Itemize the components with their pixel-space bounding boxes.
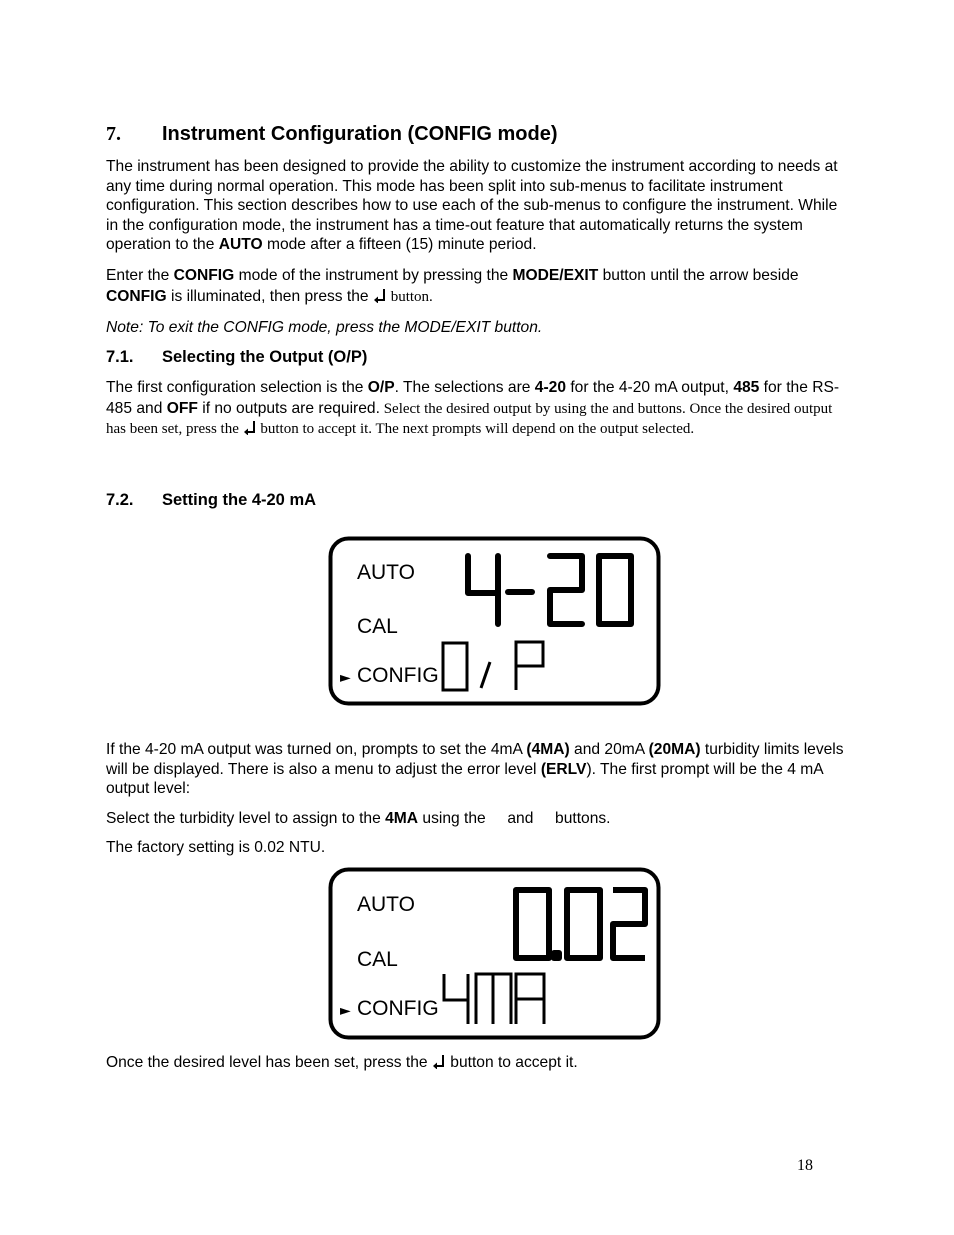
bold-span: OFF	[166, 399, 198, 417]
lcd-display-0-02	[328, 867, 661, 1041]
lcd-label-auto: AUTO	[357, 893, 415, 916]
note-text: Note: To exit the CONFIG mode, press the MODE/EXIT button.	[106, 319, 543, 336]
lcd-label-auto: AUTO	[357, 561, 415, 584]
section-title: Setting the 4-20 mA	[162, 491, 317, 509]
section-number: 7.1.	[106, 348, 134, 366]
text-span: mode of the instrument by pressing the	[234, 267, 513, 284]
text-span: button until the arrow beside	[598, 267, 799, 284]
lcd-arrow-icon: ►	[340, 670, 351, 686]
text-span: Select the turbidity level to assign to the	[106, 810, 386, 827]
section-title: Selecting the Output (O/P)	[162, 348, 368, 366]
text-span: for the RS-485 and	[106, 379, 840, 417]
factory-setting-text: The factory setting is 0.02 NTU.	[106, 839, 326, 856]
lcd-display-4-20	[328, 536, 661, 706]
lcd-label-config: CONFIG	[357, 997, 439, 1020]
select-level-paragraph	[106, 809, 846, 829]
bold-span: 485	[733, 379, 760, 396]
text-span: turbidity limits levels will be displayed. There is also a menu to adjust the error level	[106, 741, 844, 778]
enter-key-icon	[243, 420, 257, 435]
bold-span: CONFIG	[106, 288, 167, 305]
output-selection-paragraph	[106, 378, 846, 440]
enter-key-icon	[373, 288, 387, 303]
section-number: 7.2.	[106, 491, 134, 509]
text-span: Enter the	[106, 267, 174, 284]
page-number: 18	[797, 1157, 813, 1174]
text-span: The first configuration selection is the	[106, 379, 368, 396]
text-span: and 20mA	[569, 741, 649, 758]
bold-span: AUTO	[218, 236, 263, 254]
bold-span: MODE/EXIT	[512, 267, 599, 284]
text-span: button.	[386, 289, 433, 305]
text-span: if no outputs are required.	[197, 399, 380, 417]
bold-span: (20MA)	[648, 741, 701, 758]
text-span: . The selections are	[394, 379, 535, 396]
section-7-2-heading	[106, 491, 317, 510]
limits-paragraph	[106, 740, 846, 799]
bold-span: O/P	[367, 379, 395, 396]
section-7-heading	[106, 123, 558, 146]
section-title: Instrument Configuration (CONFIG mode)	[162, 123, 558, 145]
text-span: button to accept it. The next prompts will depend on the output selected.	[256, 421, 695, 437]
section-7-1-heading	[106, 348, 368, 367]
text-span: If the 4-20 mA output was turned on, prompts to set the 4mA	[106, 741, 527, 758]
text-span: using the and buttons.	[418, 810, 611, 827]
lcd-label-config: CONFIG	[357, 664, 439, 687]
text-span: mode after a fifteen (15) minute period.	[262, 236, 537, 254]
enter-key-icon	[432, 1054, 446, 1069]
text-span: Once the desired level has been set, press the	[106, 1054, 432, 1071]
accept-level-paragraph	[106, 1053, 846, 1073]
bold-span: (ERLV	[540, 760, 587, 778]
lcd-label-cal: CAL	[357, 948, 398, 971]
text-span: The instrument has been designed to provide the ability to customize the instrument according to needs at any time during normal operation. This mode has been split into sub-menus to facilitate instrument configuration. This section describes how to use each of the sub-menus to configure the instrument. While in the configuration mode, the instrument has a time-out feature that automatically returns the system operation to the	[106, 158, 838, 254]
section-number: 7.	[106, 123, 121, 145]
bold-span: (4MA)	[526, 741, 570, 758]
bold-span: 4MA	[385, 810, 419, 827]
text-span: for the 4-20 mA output,	[566, 379, 734, 396]
enter-config-paragraph	[106, 265, 846, 308]
text-span: button to accept it.	[445, 1054, 578, 1071]
lcd-arrow-icon: ►	[340, 1003, 351, 1019]
text-span: ). The first prompt will be the 4 mA output level:	[106, 760, 823, 798]
text-span: Select the desired output by using the and buttons. Once the desired output has been set, press the	[106, 400, 833, 437]
intro-paragraph	[106, 157, 846, 255]
bold-span: 4-20	[534, 379, 566, 396]
text-span: is illuminated, then press the	[166, 288, 373, 305]
bold-span: CONFIG	[173, 267, 235, 284]
lcd-label-cal: CAL	[357, 615, 398, 638]
